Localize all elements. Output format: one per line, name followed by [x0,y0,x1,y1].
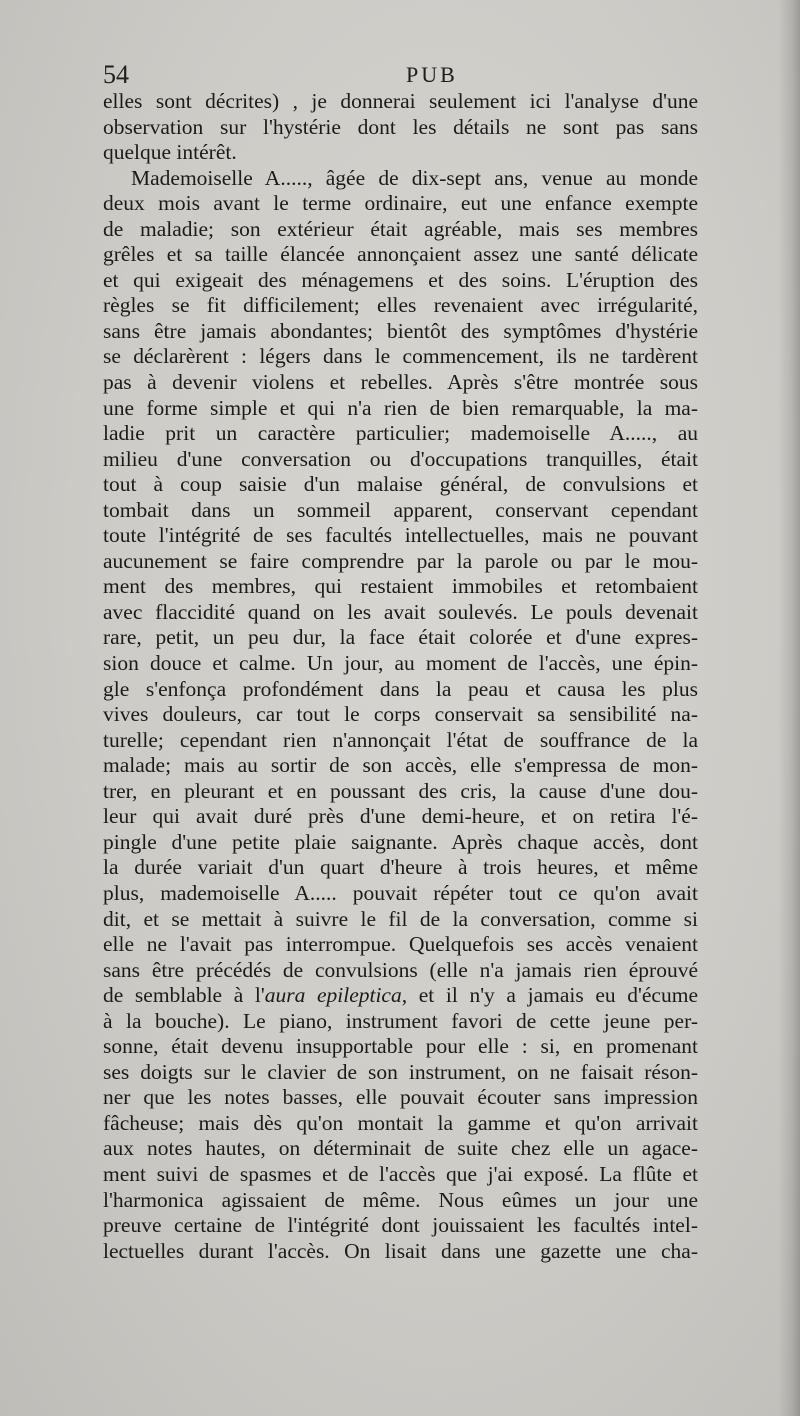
text-line: tombait dans un sommeil apparent, conservant cependant [103,497,698,522]
running-head: PUB [406,62,458,87]
text-line: sans être jamais abondantes; bientôt des symptômes d'hystérie [103,318,698,343]
text-line: pas à devenir violens et rebelles. Après s'être montrée sous [103,370,698,395]
body-text [103,89,698,1264]
text-line: elles sont décrites) , je donnerai seulement ici l'analyse d'une [103,89,698,113]
text-line: dit, et se mettait à suivre le fil de la conversation, comme si [103,906,698,931]
text-line-start: à la bouche). Le [103,1008,280,1033]
text-line: grêles et sa taille élancée annonçaient assez une santé délicate [103,242,698,267]
text-line: plus, mademoiselle A..... pouvait répéter tout ce qu'on avait [103,880,698,905]
text-line: ment des membres, qui restaient immobiles et retombaient [103,574,698,599]
text-line: Mademoiselle A....., âgée de dix-sept ans, venue au monde [131,165,698,190]
text-line: l'harmonica agissaient de même. Nous eûmes un jour une [103,1187,698,1212]
text-line: deux mois avant le terme ordinaire, eut une enfance exempte [103,191,698,216]
text-line: aux notes hautes, on déterminait de suite chez elle un agace- [103,1136,698,1161]
text-line: leur qui avait duré près d'une demi-heure, et on retira l'é- [103,804,698,829]
text-line: rare, petit, un peu dur, la face était colorée et d'une expres- [103,625,698,650]
text-line: gle s'enfonça profondément dans la peau et causa les plus [103,676,698,701]
text-line: observation sur l'hystérie dont les détails ne sont pas sans [103,114,698,139]
text-line: preuve certaine de l'intégrité dont jouissaient les facultés intel- [103,1213,698,1238]
text-line: avec flaccidité quand on les avait soulevés. Le pouls devenait [103,599,698,624]
text-line: se déclarèrent : légers dans le commencement, ils ne tardèrent [103,344,698,369]
text-line: tout à coup saisie d'un malaise général, de convulsions et [103,472,698,497]
text-line: fâcheuse; mais dès qu'on montait la gamme et qu'on arrivait [103,1110,698,1135]
text-line: règles se fit difficilement; elles revenaient avec irrégularité, [103,293,698,318]
text-line: quelque intérêt. [103,140,237,165]
text-line [103,1009,698,1035]
spine-shadow [778,0,800,1416]
text-line: et qui exigeait des ménagemens et des soins. L'éruption des [103,267,698,292]
text-line: elle ne l'avait pas interrompue. Quelquefois ses accès venaient [103,932,698,957]
text-line-rest: piano, instrument favori de cette jeune per- [279,1008,698,1033]
text-line: sonne, était devenu insupportable pour elle : si, en promenant [103,1034,698,1059]
text-line: lectuelles durant l'accès. On lisait dans une gazette une cha- [103,1238,698,1263]
italic-term: aura epileptica [264,983,402,1008]
text-line: vives douleurs, car tout le corps conservait sa sensibilité na- [103,702,698,727]
text-line: ladie prit un caractère particulier; mademoiselle A....., au [103,421,698,446]
text-line: la durée variait d'un quart d'heure à trois heures, et même [103,855,698,880]
text-line: aucunement se faire comprendre par la parole ou par le mou- [103,548,698,573]
text-line: trer, en pleurant et en poussant des cris, la cause d'une dou- [103,778,698,803]
text-line: sion douce et calme. Un jour, au moment de l'accès, une épin- [103,651,698,676]
text-line: ner que les notes basses, elle pouvait écouter sans impression [103,1085,698,1110]
text-line: turelle; cependant rien n'annonçait l'état de souffrance de la [103,727,698,752]
text-line: ses doigts sur le clavier de son instrument, on ne faisait réson- [103,1059,698,1084]
text-before-italic: de semblable à l' [103,983,265,1008]
text-line: milieu d'une conversation ou d'occupations tranquilles, était [103,446,698,471]
text-after-italic: , et il n'y a jamais eu d'écume [401,983,698,1008]
text-line: une forme simple et qui n'a rien de bien remarquable, la ma- [103,395,698,420]
text-line: ment suivi de spasmes et de l'accès que j'ai exposé. La flûte et [103,1161,698,1186]
page-header [103,58,698,92]
text-line: toute l'intégrité de ses facultés intellectuelles, mais ne pouvant [103,523,698,548]
text-line: malade; mais au sortir de son accès, elle s'empressa de mon- [103,753,698,778]
text-line: sans être précédés de convulsions (elle n'a jamais rien éprouvé [103,957,698,982]
text-line-italic [103,983,698,1009]
page-number: 54 [103,60,129,89]
text-line: de maladie; son extérieur était agréable, mais ses membres [103,216,698,241]
text-line: pingle d'une petite plaie saignante. Après chaque accès, dont [103,829,698,854]
